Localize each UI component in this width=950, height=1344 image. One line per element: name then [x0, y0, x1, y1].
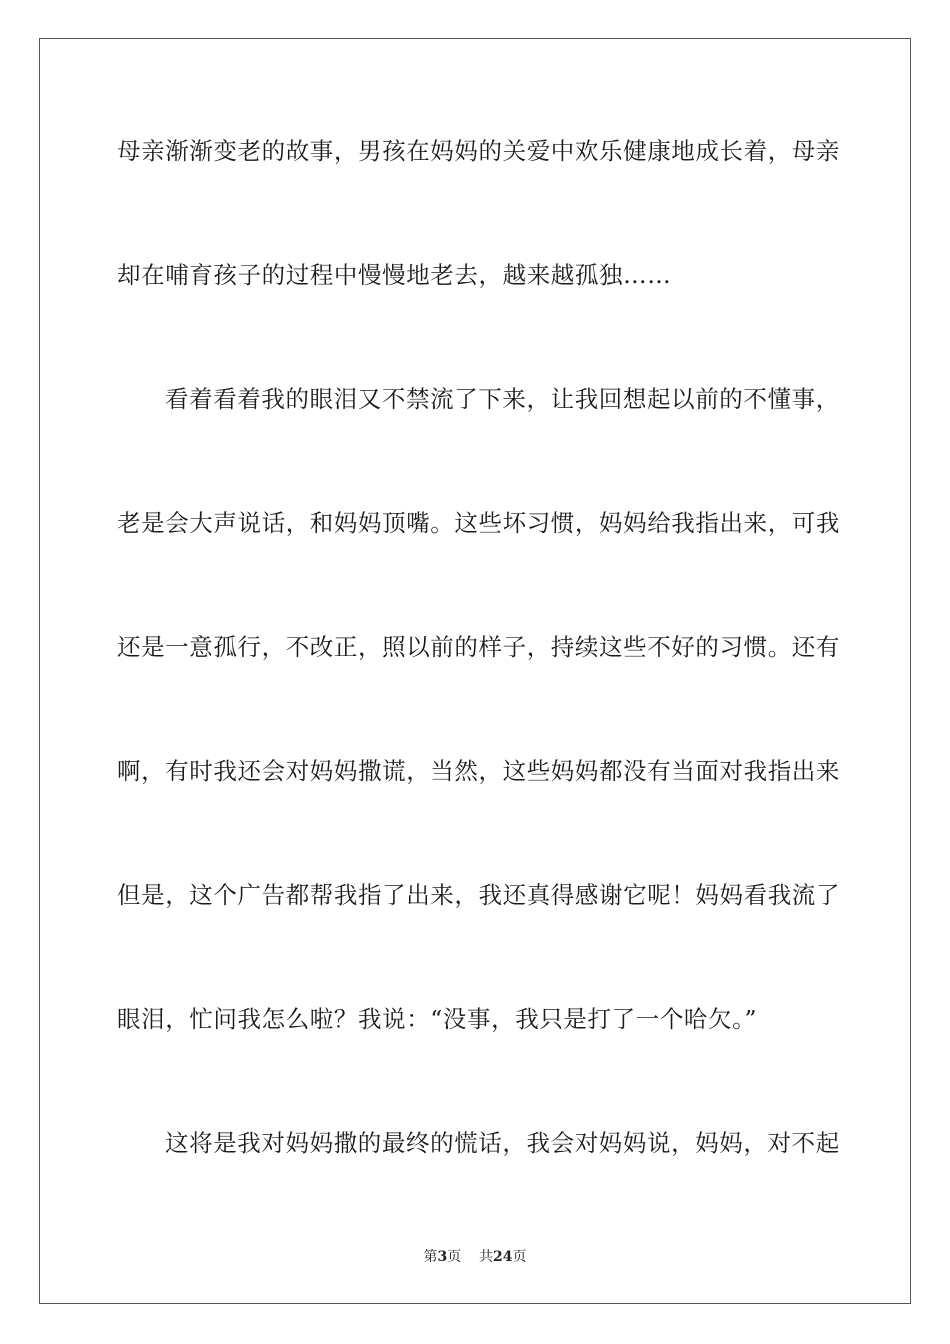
text-line-6: 啊，有时我还会对妈妈撒谎，当然，这些妈妈都没有当面对我指出来 [117, 757, 840, 785]
page-prefix: 第 [423, 1249, 438, 1265]
text-line-1: 母亲渐渐变老的故事，男孩在妈妈的关爱中欢乐健康地成长着，母亲 [117, 137, 840, 165]
page-number: 3 [437, 1249, 448, 1265]
text-line-3-paragraph-start: 看着看着我的眼泪又不禁流了下来，让我回想起以前的不懂事， [165, 385, 840, 413]
text-line-9-paragraph-start: 这将是我对妈妈撒的最终的慌话，我会对妈妈说，妈妈，对不起 [165, 1129, 840, 1157]
text-line-8: 眼泪，忙问我怎么啦？我说：“没事，我只是打了一个哈欠。” [117, 1005, 758, 1033]
text-line-7: 但是，这个广告都帮我指了出来，我还真得感谢它呢！妈妈看我流了 [117, 881, 840, 909]
page-border [39, 38, 911, 1304]
text-line-5: 还是一意孤行，不改正，照以前的样子，持续这些不好的习惯。还有 [117, 633, 840, 661]
total-prefix: 共 [479, 1249, 494, 1265]
total-pages: 24 [493, 1249, 513, 1265]
text-line-2: 却在哺育孩子的过程中慢慢地老去，越来越孤独…… [117, 261, 672, 289]
page-suffix: 页 [447, 1249, 462, 1265]
text-line-4: 老是会大声说话，和妈妈顶嘴。这些坏习惯，妈妈给我指出来，可我 [117, 509, 840, 537]
page-footer [0, 1248, 950, 1266]
total-suffix: 页 [512, 1249, 527, 1265]
